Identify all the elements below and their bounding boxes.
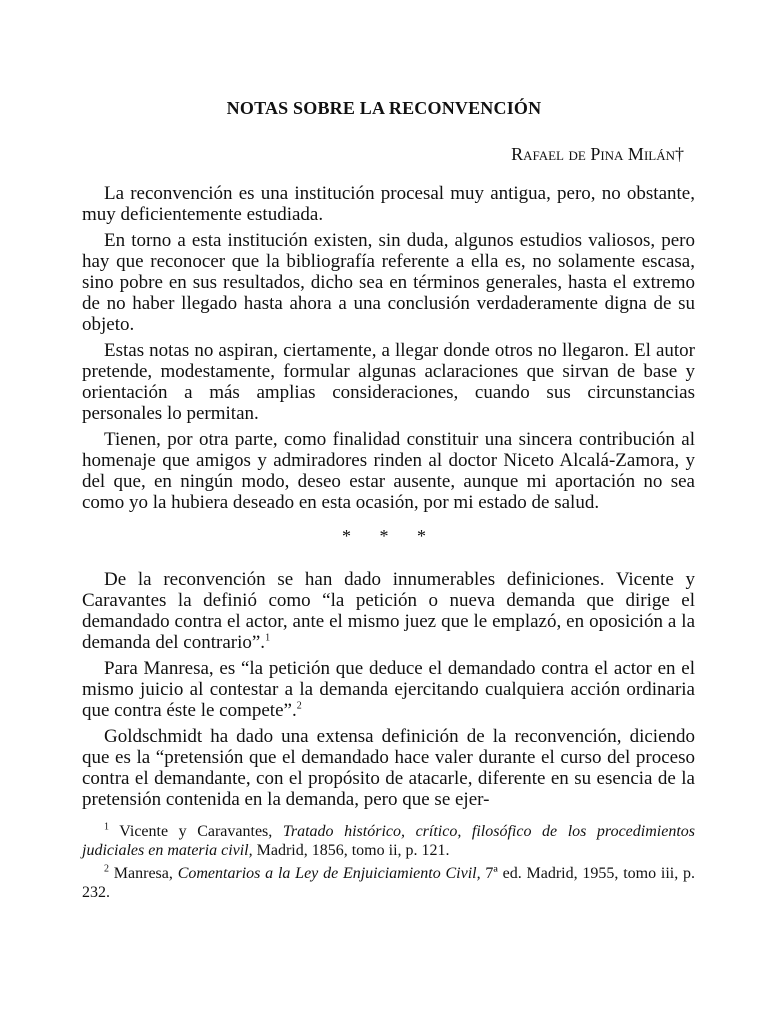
article-title: NOTAS SOBRE LA RECONVENCIÓN [226,98,542,118]
footnotes [82,822,695,906]
paragraph: En torno a esta institución existen, sin duda, algunos estudios valiosos, pero hay que reconocer que la bibliografía referente a ella es, no solamente escasa, sino pobre en sus resultados, dicho sea en términos generales, hasta el extremo de no haber llegado hasta ahora a una conclusión verdaderamente digna de su objeto. [82,230,695,335]
paragraph-text: Para Manresa, es “la petición que deduce el demandado contra el actor en el mismo juicio al contestar a la demanda ejercitando cualquiera acción ordinaria que contra éste le compete”. [82,658,695,721]
footnote-text: Madrid, 1856, tomo ii, p. 121. [252,842,450,859]
footnote-mark: 1 [104,821,109,833]
paragraph: La reconvención es una institución procesal muy antigua, pero, no obstante, muy deficientemente estudiada. [82,183,695,225]
paragraph [82,658,695,721]
footnote-ref: 2 [296,700,302,712]
paragraph-text: De la reconvención se han dado innumerables definiciones. Vicente y Caravantes la definió como “la petición o nueva demanda que dirige el demandado contra el actor, ante el mismo juez que le emplazó, en oposición a la demanda del contrario”. [82,569,695,653]
footnote [82,864,695,902]
intro-section [82,183,695,518]
footnote-mark: 2 [104,863,109,875]
definitions-section [82,569,695,815]
paragraph: Estas notas no aspiran, ciertamente, a llegar donde otros no llegaron. El autor pretende, modestamente, formular algunas aclaraciones que sirvan de base y orientación a más amplias consideraciones, cuando sus circunstancias personales lo permitan. [82,340,695,424]
footnote-title: Tratado histórico, crítico, filosófico de los procedimientos judiciales en materia civil, [82,823,695,859]
footnote-title: Comentarios a la Ley de Enjuiciamiento Civil, [177,865,481,882]
paragraph: Tienen, por otra parte, como finalidad constituir una sincera contribución al homenaje que amigos y admiradores rinden al doctor Niceto Alcalá-Zamora, y del que, en ningún modo, deseo estar ausente, aunque mi aportación no sea como yo la hubiera deseado en esta ocasión, por mi estado de salud. [82,429,695,513]
footnote [82,822,695,860]
section-separator: * * * [342,526,426,546]
paragraph [82,569,695,653]
footnote-text: Vicente y Caravantes, [119,823,283,840]
footnote-text: 7ª ed. Madrid, 1955, tomo iii, p. 232. [82,865,696,901]
footnote-text: Manresa, [113,865,178,882]
author-byline: Rafael de Pina Milán† [511,144,684,164]
paragraph: Goldschmidt ha dado una extensa definición de la reconvención, diciendo que es la “pretensión que el demandado hace valer durante el curso del proceso contra el demandante, con el propósito de atacarle, diferente en su esencia de la pretensión contenida en la demanda, pero que se ejer- [82,726,695,810]
footnote-ref: 1 [265,632,271,644]
